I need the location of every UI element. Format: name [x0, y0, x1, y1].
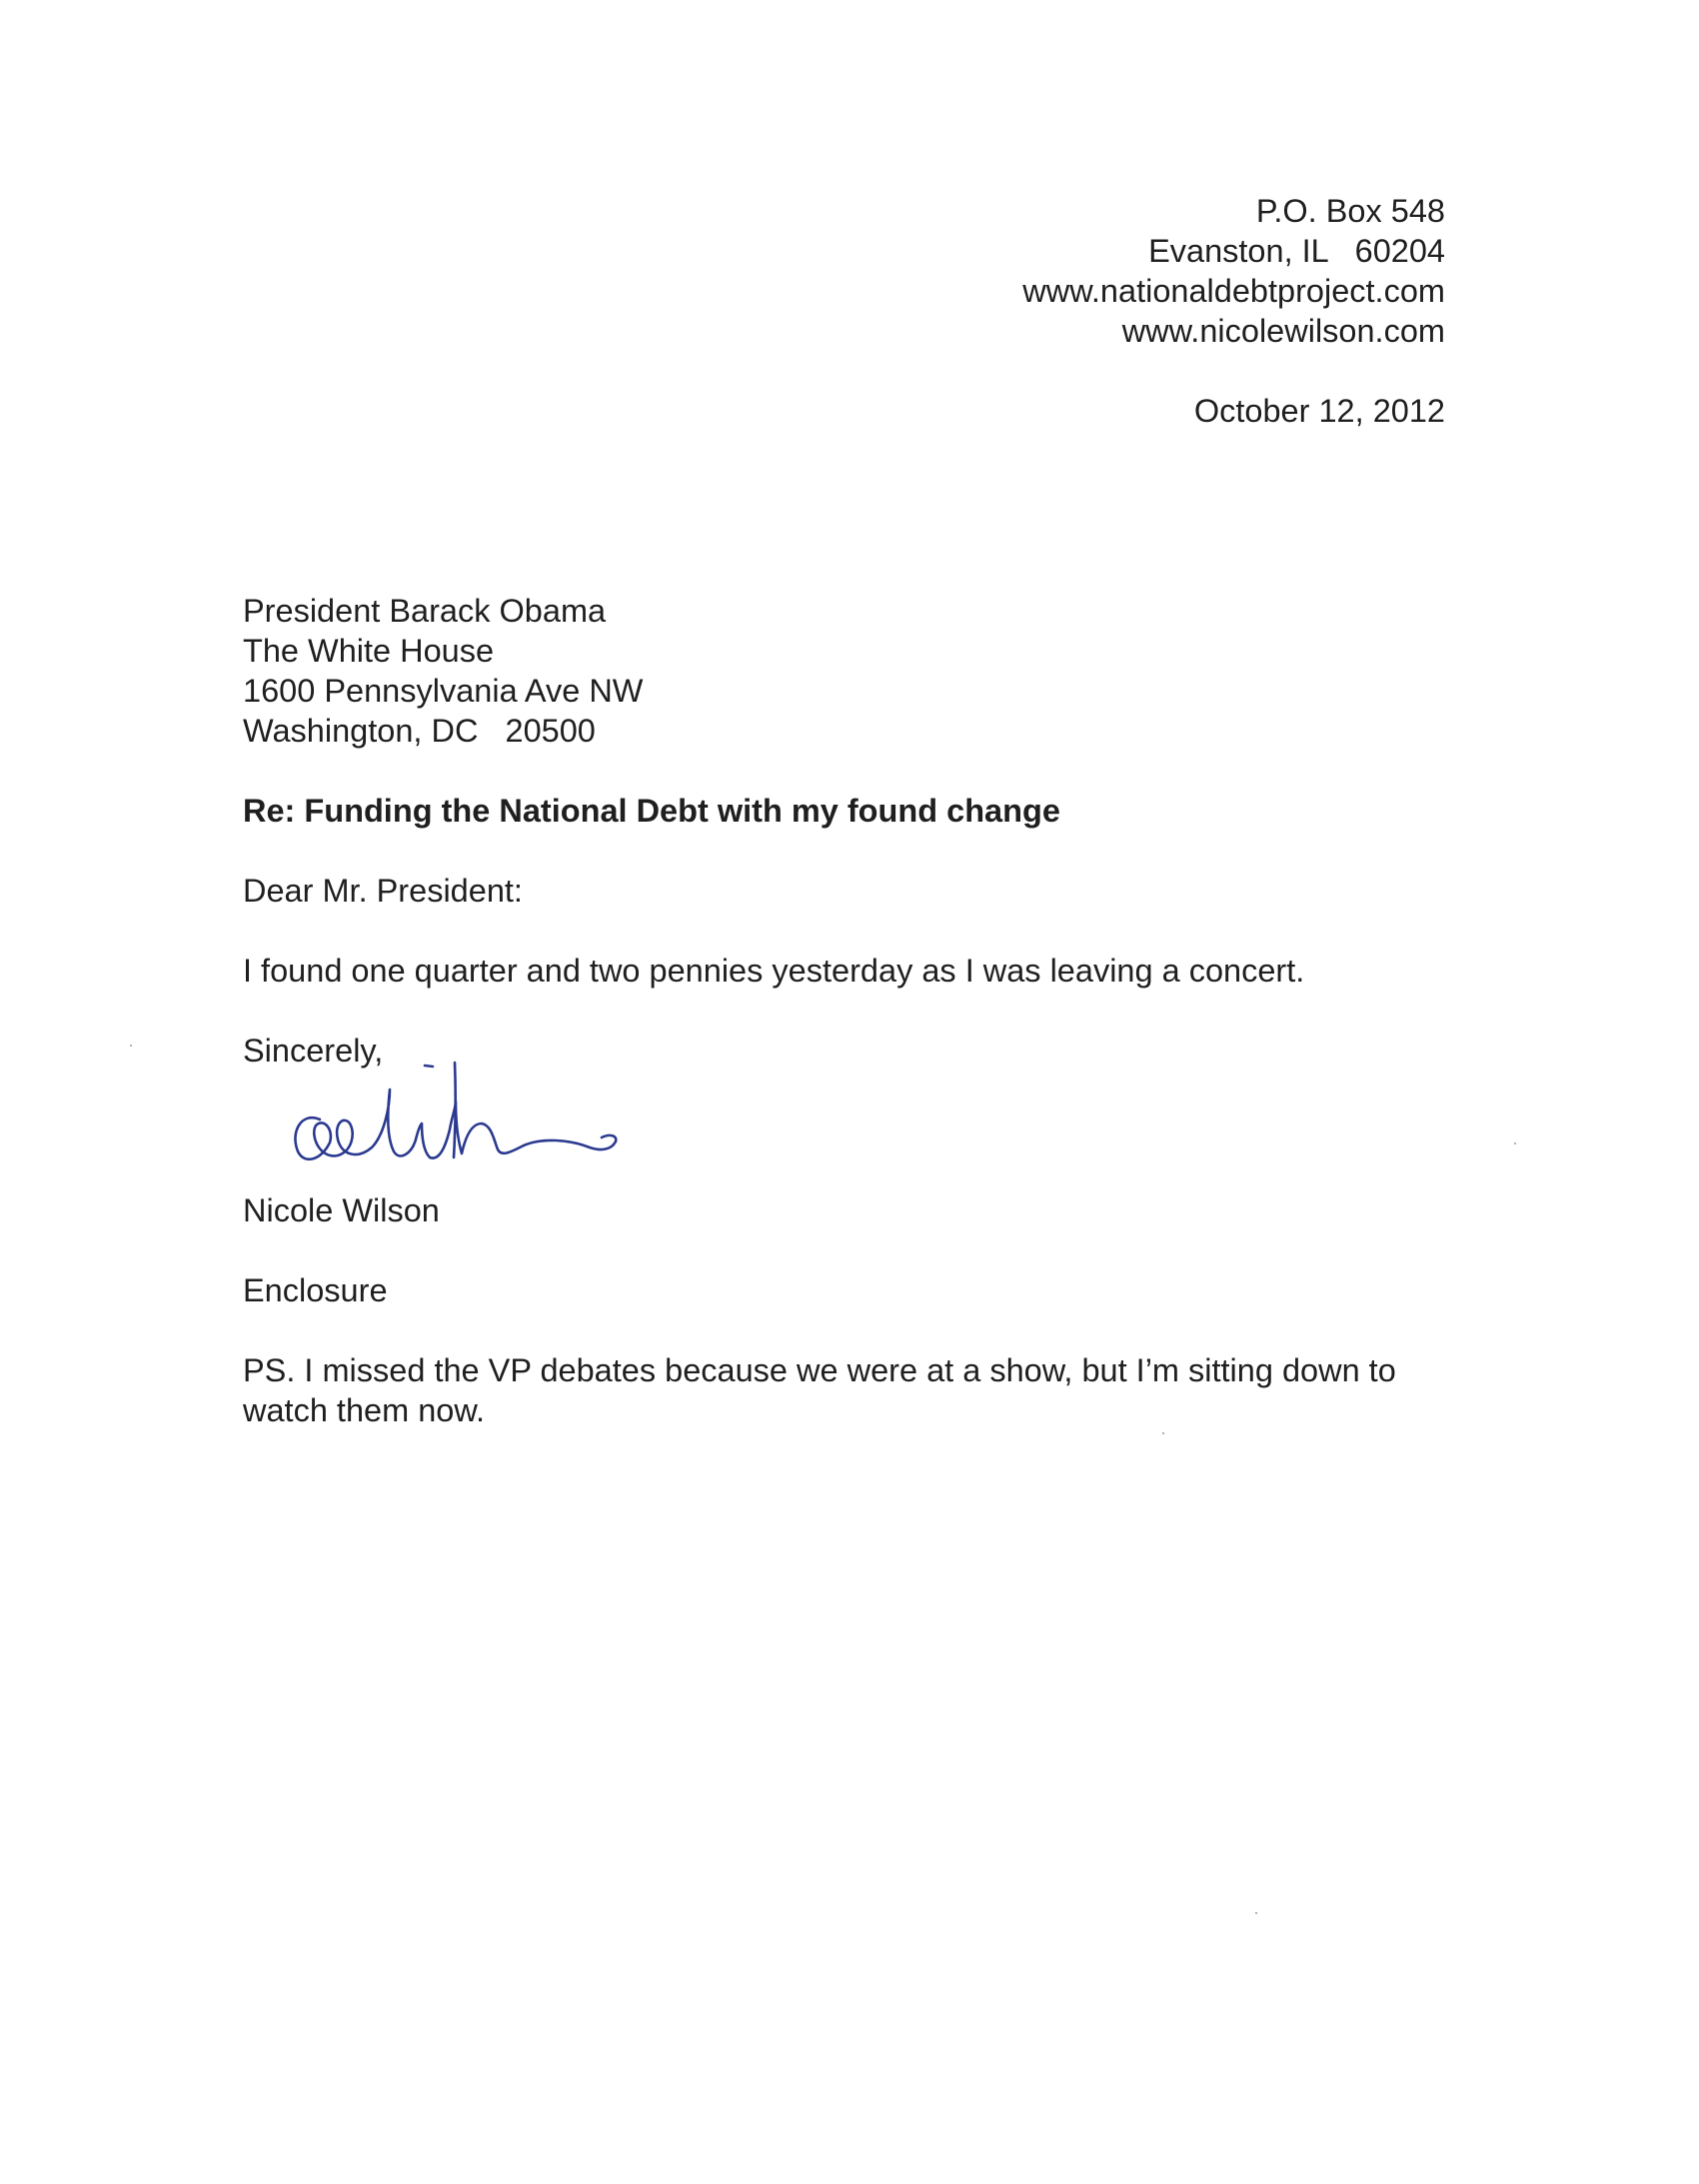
closing: Sincerely, — [243, 1033, 384, 1069]
recipient-line-2: 1600 Pennsylvania Ave NW — [243, 673, 644, 709]
sender-website-2: www.nicolewilson.com — [1121, 313, 1445, 349]
scan-speck — [1255, 1912, 1257, 1914]
sender-po-box: P.O. Box 548 — [1255, 193, 1445, 229]
body-paragraph: I found one quarter and two pennies yesterday as I was leaving a concert. — [243, 953, 1305, 989]
subject-line: Re: Funding the National Debt with my found change — [243, 793, 1060, 829]
signer-name: Nicole Wilson — [243, 1192, 440, 1228]
letter-date: October 12, 2012 — [1193, 393, 1445, 429]
handwritten-signature — [280, 1048, 670, 1182]
sender-address-block — [1022, 191, 1445, 351]
recipient-line-3: Washington, DC 20500 — [243, 713, 596, 749]
recipient-line-1: The White House — [243, 633, 495, 669]
sender-website-1: www.nationaldebtproject.com — [1022, 273, 1445, 309]
postscript: PS. I missed the VP debates because we were at a show, but I’m sitting down to watch them now. — [243, 1352, 1396, 1428]
sender-city-state-zip: Evanston, IL 60204 — [1148, 233, 1445, 269]
salutation: Dear Mr. President: — [243, 873, 523, 909]
recipient-address-block — [243, 591, 643, 751]
enclosure-note: Enclosure — [243, 1272, 388, 1308]
scan-speck — [1162, 1432, 1164, 1434]
scan-speck — [130, 1045, 132, 1047]
scan-speck — [1514, 1142, 1516, 1144]
recipient-name: President Barack Obama — [243, 593, 607, 629]
